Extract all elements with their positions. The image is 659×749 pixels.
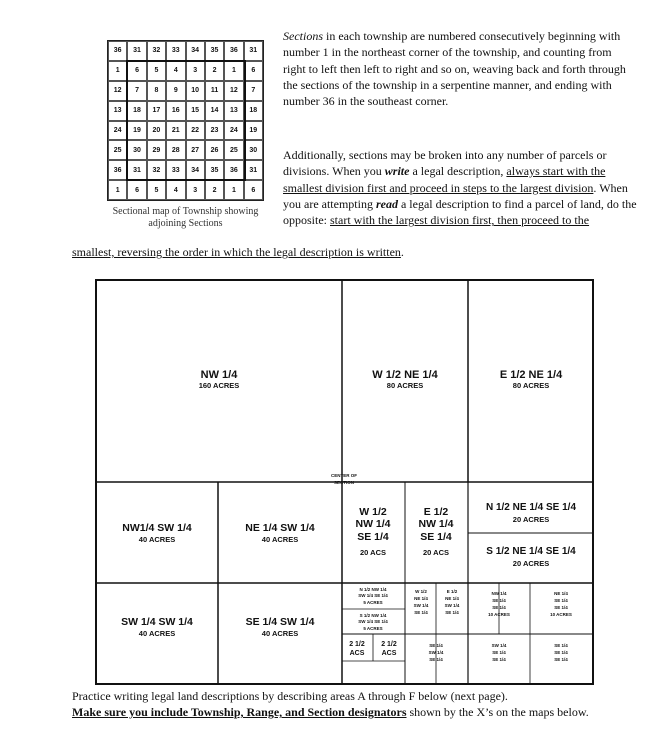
se-sw-acres: 40 ACRES [261,629,299,638]
two-half-a-1: 2 1/2 [349,641,365,648]
township-cell: 8 [147,81,166,101]
township-cell: 5 [147,61,166,81]
township-figure [107,40,264,201]
e-half-ne-label: E 1/2 NE 1/4 [499,369,563,381]
practice-line-1: Practice writing legal land descriptions by describing areas A through F below (next page). [72,689,508,703]
township-cell: 30 [244,140,263,160]
s-half-ne-se-label: S 1/2 NE 1/4 SE 1/4 [486,546,576,557]
township-caption [98,206,273,230]
n-half-ne-se-label: N 1/2 NE 1/4 SE 1/4 [485,502,577,513]
township-cell: 33 [166,160,185,180]
se-sw-se-1: SE 1/4 [429,643,443,648]
township-cell: 36 [108,160,127,180]
township-cell: 22 [186,121,205,141]
divisions-text-c: . When you are attempting [283,180,628,211]
section-svg [95,279,594,685]
township-cell: 20 [147,121,166,141]
divisions-paragraph-tail [72,244,632,260]
w-half-ne-acres: 80 ACRES [386,381,424,390]
township-cell: 2 [205,180,224,200]
township-cell: 31 [244,160,263,180]
township-cell: 30 [127,140,146,160]
township-cell: 25 [108,140,127,160]
divisions-text-d: a legal description to find a parcel of land, do the opposite: [283,196,637,228]
township-cell: 2 [205,61,224,81]
grid-e-4: SE 1/4 [445,610,459,615]
e-half-nw-se-acres: 20 ACS [423,548,449,557]
se-sw-se-2: SW 1/4 [428,650,444,655]
township-cell: 6 [127,61,146,81]
sections-term: Sections [283,29,323,43]
two-half-b-2: ACS [381,650,397,657]
township-cell: 32 [147,160,166,180]
township-cell: 1 [108,61,127,81]
township-cell: 14 [205,101,224,121]
write-rule: always start with the smallest division first and proceed in steps to the largest division [283,164,606,195]
township-cell: 35 [205,41,224,61]
section-diagram [95,279,594,685]
township-cell: 21 [166,121,185,141]
sw-se-se-2: SE 1/4 [492,650,506,655]
township-cell: 9 [166,81,185,101]
township-cell: 13 [224,101,243,121]
n-half-nw-sw-se-1: N 1/2 NW 1/4 [359,587,387,592]
ne-se-se-4: 10 ACRES [550,612,572,617]
township-cell: 31 [127,41,146,61]
practice-paragraph [72,688,642,720]
grid-e-2: NE 1/4 [445,596,459,601]
caption-line-1: Sectional map of Township showing [112,206,259,217]
township-cell: 15 [186,101,205,121]
township-cell: 11 [205,81,224,101]
w-half-nw-se-1: W 1/2 [359,506,387,518]
s-half-ne-se-acres: 20 ACRES [512,559,550,568]
grid-w-3: SW 1/4 [413,603,429,608]
divisions-end: . [400,245,404,259]
township-cell: 36 [108,41,127,61]
nw-se-se-4: 10 ACRES [488,612,510,617]
township-cell: 1 [224,61,243,81]
e-half-nw-se-2: NW 1/4 [418,518,454,530]
read-term: read [375,196,398,211]
township-cell: 36 [224,41,243,61]
ne-sw-label: NE 1/4 SW 1/4 [245,522,315,534]
township-cell: 17 [147,101,166,121]
w-half-nw-se-acres: 20 ACS [360,548,386,557]
sw-se-se-3: SE 1/4 [492,657,506,662]
township-cell: 6 [244,61,263,81]
write-term: write [384,164,410,179]
ne-se-se-3: SE 1/4 [554,605,568,610]
township-cell: 6 [244,180,263,200]
township-cell: 18 [127,101,146,121]
township-cell: 13 [108,101,127,121]
nw-se-se-1: NW 1/4 [491,591,507,596]
read-rule-start: start with the largest division first, then proceed to the [330,213,590,228]
grid-w-4: SE 1/4 [414,610,428,615]
township-cell: 12 [108,81,127,101]
ne-sw-acres: 40 ACRES [261,535,299,544]
sections-paragraph [283,28,633,109]
township-cell: 1 [108,180,127,200]
grid-e-1: E 1/2 [446,589,458,594]
township-cell: 31 [127,160,146,180]
nw-sw-acres: 40 ACRES [138,535,176,544]
township-cell: 7 [127,81,146,101]
nw-quarter-label: NW 1/4 [200,369,238,381]
township-cell: 10 [186,81,205,101]
w-half-ne-label: W 1/2 NE 1/4 [372,369,438,381]
township-cell: 36 [224,160,243,180]
ne-se-se-1: NE 1/4 [554,591,568,596]
se-se-se-3: SE 1/4 [554,657,568,662]
se-se-se-2: SE 1/4 [554,650,568,655]
township-cell: 25 [224,140,243,160]
w-half-nw-se-3: SE 1/4 [357,531,389,543]
township-cell: 18 [244,101,263,121]
center-label-1: CENTER OF [330,473,358,478]
township-grid [107,40,264,201]
e-half-nw-se-3: SE 1/4 [420,531,452,543]
township-cell: 5 [147,180,166,200]
s-half-nw-sw-se-3: 5 ACRES [363,626,383,631]
sw-se-se-1: SW 1/4 [491,643,507,648]
center-label-2: SECTION [333,480,355,485]
read-rule-end: smallest, reversing the order in which the legal description is written [72,245,401,259]
township-cell: 27 [186,140,205,160]
nw-se-se-3: SE 1/4 [492,605,506,610]
se-sw-label: SE 1/4 SW 1/4 [245,616,315,628]
township-cell: 24 [224,121,243,141]
nw-sw-label: NW1/4 SW 1/4 [122,522,192,534]
township-cell: 34 [186,160,205,180]
township-cell: 3 [186,180,205,200]
township-cell: 16 [166,101,185,121]
nw-quarter-acres: 160 ACRES [198,381,240,390]
divisions-text-b: a legal description, [409,164,507,179]
practice-rest: shown by the X’s on the maps below. [406,705,589,719]
township-cell: 3 [186,61,205,81]
township-cell: 1 [224,180,243,200]
township-cell: 33 [166,41,185,61]
n-half-nw-sw-se-2: SW 1/4 SE 1/4 [358,593,388,598]
se-sw-se-3: SE 1/4 [429,657,443,662]
e-half-ne-acres: 80 ACRES [512,381,550,390]
township-cell: 32 [147,41,166,61]
practice-instruction: Make sure you include Township, Range, and Section designators [72,705,407,719]
caption-line-2: adjoining Sections [148,218,223,229]
n-half-ne-se-acres: 20 ACRES [512,515,550,524]
township-cell: 26 [205,140,224,160]
township-cell: 4 [166,61,185,81]
s-half-nw-sw-se-1: S 1/2 NW 1/4 [359,613,387,618]
s-half-nw-sw-se-2: SW 1/4 SE 1/4 [358,619,388,624]
township-cell: 31 [244,41,263,61]
sw-sw-label: SW 1/4 SW 1/4 [121,616,193,628]
sections-text: in each township are numbered consecutively beginning with number 1 in the northeast corner of the township, and counting from right to left then left to right and so on, weaving back and forth through the sections of the township in a serpentine manner, and ending with number 36 in the southeast corner. [283,29,626,109]
township-cell: 28 [166,140,185,160]
se-se-se-1: SE 1/4 [554,643,568,648]
grid-e-3: SW 1/4 [444,603,460,608]
township-cell: 19 [244,121,263,141]
sw-sw-acres: 40 ACRES [138,629,176,638]
township-cell: 34 [186,41,205,61]
two-half-a-2: ACS [349,650,365,657]
township-cell: 23 [205,121,224,141]
township-cell: 7 [244,81,263,101]
township-cell: 29 [147,140,166,160]
township-cell: 6 [127,180,146,200]
township-cell: 24 [108,121,127,141]
township-cell: 35 [205,160,224,180]
two-half-b-1: 2 1/2 [381,641,397,648]
grid-w-1: W 1/2 [415,589,427,594]
w-half-nw-se-2: NW 1/4 [355,518,391,530]
nw-se-se-2: SE 1/4 [492,598,506,603]
township-cell: 12 [224,81,243,101]
township-cell: 19 [127,121,146,141]
divisions-text-a: Additionally, sections may be broken into any number of parcels or divisions. When you [283,148,607,179]
n-half-nw-sw-se-3: 5 ACRES [363,600,383,605]
ne-se-se-2: SE 1/4 [554,598,568,603]
township-cell: 4 [166,180,185,200]
e-half-nw-se-1: E 1/2 [423,506,449,518]
grid-w-2: NE 1/4 [414,596,428,601]
divisions-paragraph [283,147,637,228]
